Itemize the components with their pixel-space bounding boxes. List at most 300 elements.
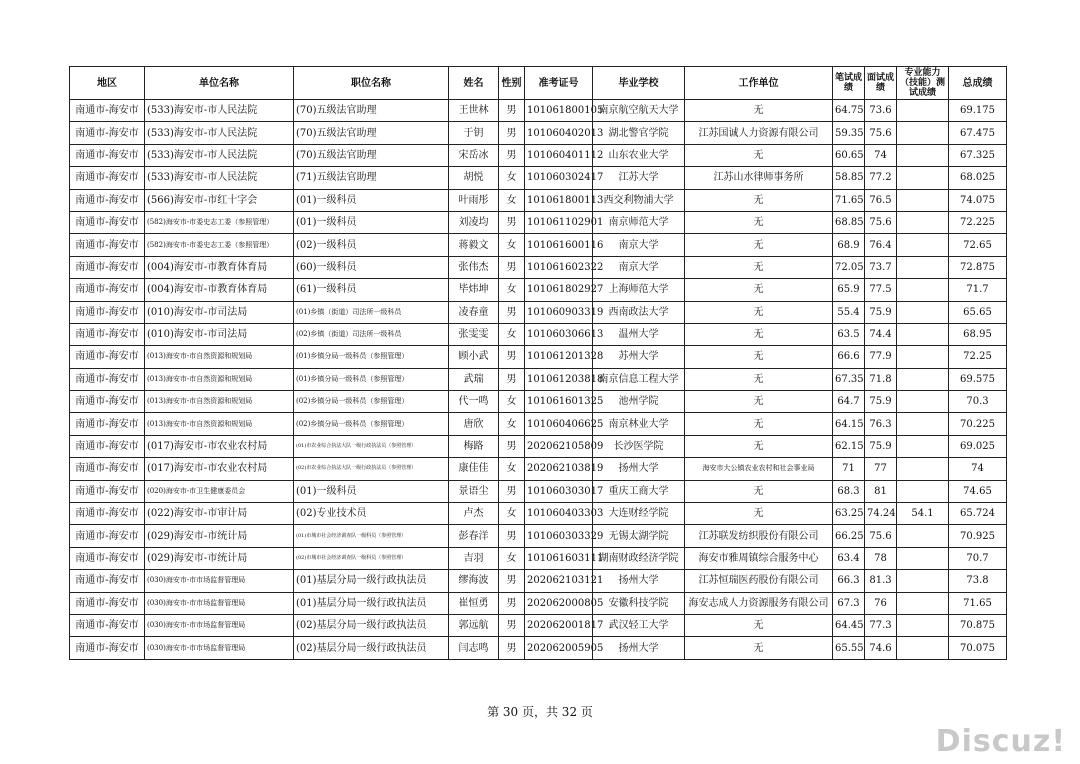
table-cell: 郭远航 [449, 614, 499, 636]
table-cell: 101060302417 [525, 167, 593, 189]
table-cell: 顾小武 [449, 346, 499, 368]
table-row [70, 234, 1007, 256]
table-cell: 77 [865, 458, 897, 480]
table-cell: 70.7 [949, 547, 1007, 569]
table-cell: 202062103121 [525, 570, 593, 592]
table-cell: 西南政法大学 [593, 301, 685, 323]
table-cell: 81 [865, 480, 897, 502]
table-cell: (01)乡镇分局一级科员（参照管理） [294, 346, 449, 368]
table-cell: 101060303329 [525, 525, 593, 547]
table-cell: 无 [685, 256, 833, 278]
table-cell: 68.95 [949, 323, 1007, 345]
header-cell: 专业能力（技能）测试成绩 [897, 67, 949, 100]
table-cell: 73.7 [865, 256, 897, 278]
table-cell: (02)乡镇分局一级科员（参照管理） [294, 391, 449, 413]
table-cell [897, 100, 949, 122]
table-cell: 68.3 [833, 480, 865, 502]
table-cell [897, 122, 949, 144]
table-row [70, 211, 1007, 233]
table-row [70, 570, 1007, 592]
table-cell: 101060401112 [525, 144, 593, 166]
table-cell: 女 [499, 458, 525, 480]
table-cell: (61)一级科员 [294, 279, 449, 301]
table-cell: 74 [949, 458, 1007, 480]
table-cell: 67.35 [833, 368, 865, 390]
table-cell: 江苏联发纺织股份有限公司 [685, 525, 833, 547]
table-cell: 69.025 [949, 435, 1007, 457]
table-cell: (01)一级科员 [294, 480, 449, 502]
table-cell: 70.3 [949, 391, 1007, 413]
table-cell: 于钥 [449, 122, 499, 144]
header-row [70, 67, 1007, 100]
table-cell: 南通市-海安市 [70, 234, 145, 256]
header-cell: 工作单位 [685, 67, 833, 100]
table-row [70, 480, 1007, 502]
table-cell: 南通市-海安市 [70, 100, 145, 122]
table-cell: (01)乡镇分局一级科员（参照管理） [294, 368, 449, 390]
table-cell: (013)海安市-市自然资源和规划局 [145, 413, 294, 435]
table-row [70, 301, 1007, 323]
table-cell: 76.3 [865, 413, 897, 435]
table-cell [897, 637, 949, 659]
table-cell: 无 [685, 189, 833, 211]
table-cell: 76.5 [865, 189, 897, 211]
table-row [70, 503, 1007, 525]
table-cell: 202062103819 [525, 458, 593, 480]
table-cell: 南通市-海安市 [70, 614, 145, 636]
table-cell: 毕炜坤 [449, 279, 499, 301]
table-cell: 蒋毅文 [449, 234, 499, 256]
table-row [70, 413, 1007, 435]
table-cell: 无 [685, 391, 833, 413]
table-cell: 海安志成人力资源服务有限公司 [685, 592, 833, 614]
table-cell [897, 592, 949, 614]
table-cell: 无 [685, 435, 833, 457]
table-cell: 101061203818 [525, 368, 593, 390]
table-cell: (029)海安市-市统计局 [145, 525, 294, 547]
results-table [69, 66, 1007, 660]
table-cell: 南通市-海安市 [70, 570, 145, 592]
table-cell: 58.85 [833, 167, 865, 189]
table-cell: 男 [499, 637, 525, 659]
table-cell: 65.9 [833, 279, 865, 301]
table-cell: 71.65 [949, 592, 1007, 614]
table-cell: (582)海安市-市委史志工委（参照管理） [145, 234, 294, 256]
table-cell: 无 [685, 279, 833, 301]
table-cell: 无 [685, 346, 833, 368]
header-cell: 笔试成绩 [833, 67, 865, 100]
table-cell: 女 [499, 167, 525, 189]
table-cell: 101061800105 [525, 100, 593, 122]
table-cell: 南通市-海安市 [70, 301, 145, 323]
table-cell: 77.9 [865, 346, 897, 368]
table-cell: (013)海安市-市自然资源和规划局 [145, 346, 294, 368]
table-cell [897, 480, 949, 502]
table-cell [897, 211, 949, 233]
table-cell: 吉羽 [449, 547, 499, 569]
table-cell: 66.3 [833, 570, 865, 592]
table-cell: 男 [499, 100, 525, 122]
table-cell: 无 [685, 503, 833, 525]
table-row [70, 144, 1007, 166]
table-cell: 景语尘 [449, 480, 499, 502]
table-cell: 75.9 [865, 391, 897, 413]
table-cell: 66.6 [833, 346, 865, 368]
table-cell: 南通市-海安市 [70, 547, 145, 569]
table-cell [897, 413, 949, 435]
table-cell: (02)专业技术员 [294, 503, 449, 525]
table-cell: 77.2 [865, 167, 897, 189]
table-cell: 凌春童 [449, 301, 499, 323]
table-cell: (030)海安市-市市场监督管理局 [145, 592, 294, 614]
table-cell: 59.35 [833, 122, 865, 144]
table-cell: 70.225 [949, 413, 1007, 435]
table-row [70, 189, 1007, 211]
table-cell: 68.85 [833, 211, 865, 233]
table-cell: 南通市-海安市 [70, 211, 145, 233]
table-cell: 南通市-海安市 [70, 435, 145, 457]
table-cell: 男 [499, 614, 525, 636]
table-row [70, 122, 1007, 144]
table-cell: 65.55 [833, 637, 865, 659]
table-cell: 男 [499, 435, 525, 457]
table-cell: 72.65 [949, 234, 1007, 256]
table-cell: (010)海安市-市司法局 [145, 301, 294, 323]
table-cell [897, 167, 949, 189]
table-cell: 70.075 [949, 637, 1007, 659]
table-row [70, 614, 1007, 636]
table-cell: 卢杰 [449, 503, 499, 525]
table-cell: 崔恒勇 [449, 592, 499, 614]
table-cell: 无 [685, 211, 833, 233]
table-cell: 南京师范大学 [593, 211, 685, 233]
table-cell: 202062000805 [525, 592, 593, 614]
table-cell: (004)海安市-市教育体育局 [145, 279, 294, 301]
table-cell: 男 [499, 301, 525, 323]
table-cell: 101061602322 [525, 256, 593, 278]
table-row [70, 100, 1007, 122]
table-cell: 女 [499, 323, 525, 345]
table-cell: (02)市农业综合执法大队一级行政执法员（参照管理） [294, 458, 449, 480]
table-cell: 76 [865, 592, 897, 614]
table-cell: 无 [685, 413, 833, 435]
table-row [70, 256, 1007, 278]
table-cell: 无 [685, 100, 833, 122]
table-cell: 74 [865, 144, 897, 166]
table-cell: (533)海安市-市人民法院 [145, 167, 294, 189]
table-cell: (01)市农业综合执法大队一级行政执法员（参照管理） [294, 435, 449, 457]
table-cell: 无 [685, 144, 833, 166]
table-cell: 无 [685, 234, 833, 256]
table-cell: 68.025 [949, 167, 1007, 189]
table-cell: 武瑞 [449, 368, 499, 390]
table-cell: 湖北警官学院 [593, 122, 685, 144]
table-cell: 75.6 [865, 122, 897, 144]
table-cell: (70)五级法官助理 [294, 122, 449, 144]
table-cell: (030)海安市-市市场监督管理局 [145, 614, 294, 636]
table-cell [897, 458, 949, 480]
table-cell: (70)五级法官助理 [294, 144, 449, 166]
table-cell: 63.4 [833, 547, 865, 569]
table-cell: 重庆工商大学 [593, 480, 685, 502]
table-cell: 64.45 [833, 614, 865, 636]
table-cell: (01)一级科员 [294, 211, 449, 233]
table-cell: 74.24 [865, 503, 897, 525]
table-cell: 扬州大学 [593, 570, 685, 592]
table-cell: 101061800113 [525, 189, 593, 211]
table-cell: 南通市-海安市 [70, 144, 145, 166]
table-cell: (533)海安市-市人民法院 [145, 144, 294, 166]
table-cell: 72.05 [833, 256, 865, 278]
table-row [70, 525, 1007, 547]
table-cell: (533)海安市-市人民法院 [145, 100, 294, 122]
table-cell: 77.3 [865, 614, 897, 636]
table-cell: 南京大学 [593, 256, 685, 278]
table-cell: (71)五级法官助理 [294, 167, 449, 189]
table-cell: 胡悦 [449, 167, 499, 189]
table-cell: 江苏大学 [593, 167, 685, 189]
table-cell: 武汉轻工大学 [593, 614, 685, 636]
table-cell: 202062105809 [525, 435, 593, 457]
table-cell: 南通市-海安市 [70, 391, 145, 413]
table-cell: (017)海安市-市农业农村局 [145, 435, 294, 457]
table-cell: 101061601325 [525, 391, 593, 413]
table-cell: 64.7 [833, 391, 865, 413]
table-cell [897, 301, 949, 323]
table-cell: 温州大学 [593, 323, 685, 345]
table-row [70, 167, 1007, 189]
table-cell: 101061802927 [525, 279, 593, 301]
table-cell [897, 614, 949, 636]
table-cell: 101061603111 [525, 547, 593, 569]
table-cell [897, 144, 949, 166]
table-cell: 77.5 [865, 279, 897, 301]
table-cell: 74.4 [865, 323, 897, 345]
table-cell: 75.9 [865, 301, 897, 323]
table-cell: 202062001817 [525, 614, 593, 636]
table-cell: 海安市大公镇农业农村和社会事业局 [685, 458, 833, 480]
table-cell [897, 323, 949, 345]
table-cell: 71 [833, 458, 865, 480]
table-cell: 男 [499, 211, 525, 233]
table-cell: 南京大学 [593, 234, 685, 256]
table-cell: (582)海安市-市委史志工委（参照管理） [145, 211, 294, 233]
table-cell: 101061102901 [525, 211, 593, 233]
table-cell: 无 [685, 301, 833, 323]
table-cell: 南通市-海安市 [70, 256, 145, 278]
table-cell: 南通市-海安市 [70, 167, 145, 189]
table-cell: 安徽科技学院 [593, 592, 685, 614]
table-cell: 南通市-海安市 [70, 368, 145, 390]
table-cell [897, 391, 949, 413]
table-cell: 海安市雅周镇综合服务中心 [685, 547, 833, 569]
table-cell [897, 279, 949, 301]
table-cell: 70.925 [949, 525, 1007, 547]
table-cell: (02)基层分局一级行政执法员 [294, 637, 449, 659]
table-row [70, 547, 1007, 569]
table-cell: 山东农业大学 [593, 144, 685, 166]
table-cell: 江苏国诚人力资源有限公司 [685, 122, 833, 144]
table-cell: (020)海安市-市卫生健康委员会 [145, 480, 294, 502]
table-cell: 女 [499, 503, 525, 525]
table-cell: 73.8 [949, 570, 1007, 592]
header-cell: 性别 [499, 67, 525, 100]
table-cell: 扬州大学 [593, 637, 685, 659]
table-cell: (02)市城市社会经济调查队一级科员（参照管理） [294, 547, 449, 569]
table-cell [897, 346, 949, 368]
table-cell: 南通市-海安市 [70, 189, 145, 211]
table-cell: 74.6 [865, 637, 897, 659]
table-cell: 75.6 [865, 211, 897, 233]
table-cell: 60.65 [833, 144, 865, 166]
table-cell: 75.6 [865, 525, 897, 547]
table-cell: 101060306613 [525, 323, 593, 345]
table-cell: 南通市-海安市 [70, 279, 145, 301]
table-cell [897, 368, 949, 390]
table-cell: (01)基层分局一级行政执法员 [294, 570, 449, 592]
table-cell: 彭春洋 [449, 525, 499, 547]
table-cell: 101060903319 [525, 301, 593, 323]
watermark-logo: Discuz! [935, 724, 1066, 759]
table-cell: 男 [499, 122, 525, 144]
table-cell: (02)乡镇（街道）司法所一级科员 [294, 323, 449, 345]
table-cell: (004)海安市-市教育体育局 [145, 256, 294, 278]
table-row [70, 458, 1007, 480]
table-cell: 72.25 [949, 346, 1007, 368]
table-cell: (60)一级科员 [294, 256, 449, 278]
table-cell: 南通市-海安市 [70, 503, 145, 525]
table-cell: 65.65 [949, 301, 1007, 323]
table-cell: (01)市城市社会经济调查队一级科员（参照管理） [294, 525, 449, 547]
table-body [70, 100, 1007, 660]
table-cell: 上海师范大学 [593, 279, 685, 301]
table-row [70, 368, 1007, 390]
table-cell: 女 [499, 547, 525, 569]
table-cell: 缪海波 [449, 570, 499, 592]
table-cell: 66.25 [833, 525, 865, 547]
table-cell: 101061600116 [525, 234, 593, 256]
table-cell: 南通市-海安市 [70, 346, 145, 368]
table-cell: 闫志鸣 [449, 637, 499, 659]
table-cell: 67.325 [949, 144, 1007, 166]
table-cell: 无 [685, 614, 833, 636]
table-cell: 63.25 [833, 503, 865, 525]
table-cell: 无 [685, 368, 833, 390]
table-cell: 长沙医学院 [593, 435, 685, 457]
table-cell: 南京航空航天大学 [593, 100, 685, 122]
table-cell: 张伟杰 [449, 256, 499, 278]
table-cell: 男 [499, 346, 525, 368]
table-cell: 70.875 [949, 614, 1007, 636]
table-cell: 68.9 [833, 234, 865, 256]
table-cell: 男 [499, 592, 525, 614]
table-cell: 73.6 [865, 100, 897, 122]
table-cell: 湖南财政经济学院 [593, 547, 685, 569]
table-cell: (01)基层分局一级行政执法员 [294, 592, 449, 614]
table-cell: 无 [685, 480, 833, 502]
table-cell: 梅路 [449, 435, 499, 457]
table-cell [897, 525, 949, 547]
table-cell: 南通市-海安市 [70, 413, 145, 435]
table-cell: (533)海安市-市人民法院 [145, 122, 294, 144]
table-cell: 无 [685, 323, 833, 345]
table-cell: 75.9 [865, 435, 897, 457]
header-cell: 单位名称 [145, 67, 294, 100]
table-cell: 65.724 [949, 503, 1007, 525]
table-cell [897, 256, 949, 278]
table-cell: 69.175 [949, 100, 1007, 122]
table-cell: 王世林 [449, 100, 499, 122]
table-cell: 71.65 [833, 189, 865, 211]
table-cell: 男 [499, 525, 525, 547]
table-cell: 54.1 [897, 503, 949, 525]
table-cell: (030)海安市-市市场监督管理局 [145, 637, 294, 659]
table-cell: 男 [499, 480, 525, 502]
table-cell: 男 [499, 144, 525, 166]
table-cell: 南通市-海安市 [70, 637, 145, 659]
table-cell: 池州学院 [593, 391, 685, 413]
table-cell [897, 570, 949, 592]
table-cell: 苏州大学 [593, 346, 685, 368]
table-cell [897, 189, 949, 211]
table-cell: 64.15 [833, 413, 865, 435]
table-cell: 71.7 [949, 279, 1007, 301]
header-cell: 毕业学校 [593, 67, 685, 100]
table-cell: 63.5 [833, 323, 865, 345]
table-cell: (029)海安市-市统计局 [145, 547, 294, 569]
table-cell: 江苏山水律师事务所 [685, 167, 833, 189]
table-cell: 南通市-海安市 [70, 525, 145, 547]
table-row [70, 637, 1007, 659]
table-cell: 女 [499, 413, 525, 435]
table-cell: 69.575 [949, 368, 1007, 390]
table-cell: 宋岳冰 [449, 144, 499, 166]
table-cell: 女 [499, 189, 525, 211]
table-cell: 大连财经学院 [593, 503, 685, 525]
table-cell: 女 [499, 391, 525, 413]
table-cell: 张雯雯 [449, 323, 499, 345]
table-cell: 78 [865, 547, 897, 569]
table-cell [897, 435, 949, 457]
table-cell: 62.15 [833, 435, 865, 457]
table-row [70, 592, 1007, 614]
table-cell: (01)一级科员 [294, 189, 449, 211]
table-cell: (566)海安市-市红十字会 [145, 189, 294, 211]
table-cell: 101060303017 [525, 480, 593, 502]
table-cell: 81.3 [865, 570, 897, 592]
table-row [70, 323, 1007, 345]
table-cell: 67.475 [949, 122, 1007, 144]
table-cell: 女 [499, 279, 525, 301]
table-cell: 南京林业大学 [593, 413, 685, 435]
table-cell: 71.8 [865, 368, 897, 390]
table-cell [897, 234, 949, 256]
table-cell: 101060406625 [525, 413, 593, 435]
table-cell: 西交利物浦大学 [593, 189, 685, 211]
table-cell: 男 [499, 368, 525, 390]
table-cell: (02)乡镇分局一级科员（参照管理） [294, 413, 449, 435]
table-cell: (030)海安市-市市场监督管理局 [145, 570, 294, 592]
table-cell: (02)基层分局一级行政执法员 [294, 614, 449, 636]
table-cell: 72.225 [949, 211, 1007, 233]
table-cell: 202062005905 [525, 637, 593, 659]
header-cell: 总成绩 [949, 67, 1007, 100]
table-cell: (013)海安市-市自然资源和规划局 [145, 368, 294, 390]
table-cell: 南通市-海安市 [70, 480, 145, 502]
header-cell: 地区 [70, 67, 145, 100]
table-cell: 叶雨彤 [449, 189, 499, 211]
table-row [70, 435, 1007, 457]
